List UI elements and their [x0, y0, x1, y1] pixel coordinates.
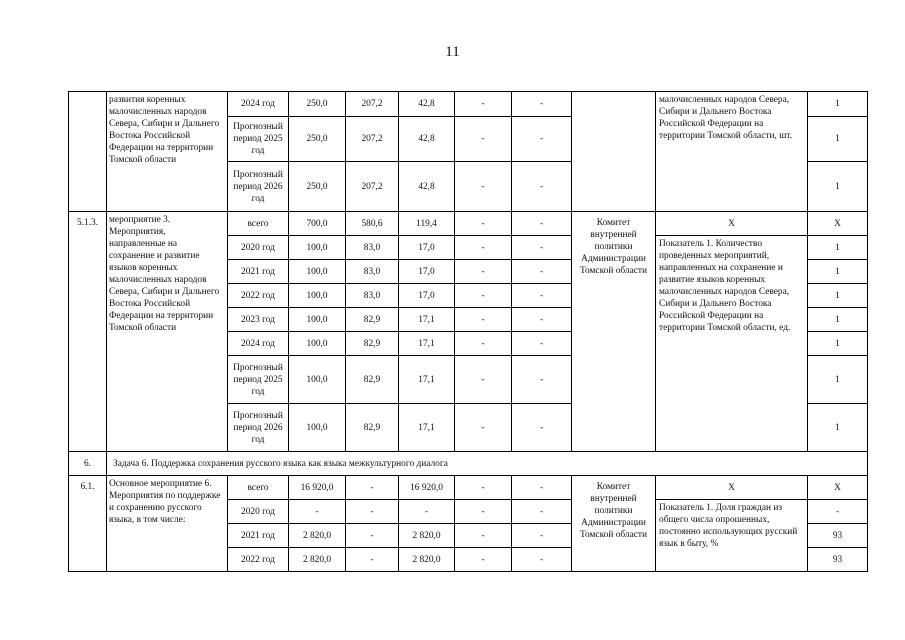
value-cell: 42,8 [399, 162, 455, 212]
period-cell: 2024 год [228, 92, 289, 117]
value-cell: - [455, 548, 512, 572]
total-cell: 2 820,0 [289, 524, 346, 548]
indicator-x: X [656, 212, 808, 236]
value-cell: - [512, 284, 572, 308]
value-cell: - [512, 548, 572, 572]
indicator-value: 1 [808, 260, 868, 284]
total-cell: 100,0 [289, 260, 346, 284]
row-number-cell [69, 92, 107, 212]
indicator-value: - [808, 500, 868, 524]
program-table [68, 91, 868, 572]
row-number: 6.1. [69, 476, 107, 572]
value-cell: 207,2 [346, 117, 399, 162]
indicator-text: Показатель 1. Количество проведенных мероприятий, направленных на сохранение и развитие языков коренных малочисленных народов Севера, Сибири и Дальнего Востока Российской Федерации на территории Томской области, ед. [656, 236, 808, 452]
value-cell: - [346, 524, 399, 548]
value-cell: - [455, 500, 512, 524]
period-cell: 2021 год [228, 260, 289, 284]
value-cell: 16 920,0 [399, 476, 455, 500]
value-cell: - [455, 476, 512, 500]
value-cell: 42,8 [399, 92, 455, 117]
period-cell: 2022 год [228, 284, 289, 308]
value-cell: 83,0 [346, 284, 399, 308]
period-cell: Прогнозный период 2026 год [228, 162, 289, 212]
value-cell: - [512, 308, 572, 332]
period-cell: Прогнозный период 2025 год [228, 356, 289, 404]
value-cell: - [346, 476, 399, 500]
indicator-value: 1 [808, 284, 868, 308]
value-cell: - [512, 332, 572, 356]
value-cell: - [455, 524, 512, 548]
indicator-x: X [656, 476, 808, 500]
value-cell: - [512, 236, 572, 260]
total-cell: 250,0 [289, 162, 346, 212]
indicator-value: 1 [808, 236, 868, 260]
total-cell: 100,0 [289, 236, 346, 260]
indicator-value: 1 [808, 356, 868, 404]
indicator-value: 1 [808, 404, 868, 452]
value-cell: 17,0 [399, 284, 455, 308]
value-cell: - [512, 404, 572, 452]
activity-name: Основное мероприятие 6. Мероприятия по поддержке и сохранению русского языка, в том числе: [107, 476, 228, 572]
executor: Комитет внутренней политики Администрации Томской области [572, 476, 656, 572]
total-cell: 100,0 [289, 308, 346, 332]
value-cell: 42,8 [399, 117, 455, 162]
indicator-value: 1 [808, 162, 868, 212]
total-cell: 250,0 [289, 92, 346, 117]
total-cell: 100,0 [289, 404, 346, 452]
page-number: 11 [445, 44, 460, 60]
value-cell: - [455, 162, 512, 212]
period-cell: 2022 год [228, 548, 289, 572]
value-cell: 17,1 [399, 404, 455, 452]
total-cell: 100,0 [289, 332, 346, 356]
period-cell: всего [228, 212, 289, 236]
value-cell: - [455, 308, 512, 332]
value-cell: 17,0 [399, 236, 455, 260]
value-cell: 83,0 [346, 236, 399, 260]
total-cell: 16 920,0 [289, 476, 346, 500]
total-cell: 100,0 [289, 284, 346, 308]
period-cell: 2021 год [228, 524, 289, 548]
value-cell: 83,0 [346, 260, 399, 284]
value-cell: - [512, 212, 572, 236]
period-cell: Прогнозный период 2026 год [228, 404, 289, 452]
executor: Комитет внутренней политики Администрации Томской области [572, 212, 656, 452]
value-cell: 82,9 [346, 356, 399, 404]
value-cell: 580,6 [346, 212, 399, 236]
value-cell: - [455, 284, 512, 308]
period-cell: Прогнозный период 2025 год [228, 117, 289, 162]
indicator-value: 1 [808, 332, 868, 356]
period-cell: всего [228, 476, 289, 500]
value-cell: 2 820,0 [399, 548, 455, 572]
value-cell: 82,9 [346, 332, 399, 356]
value-cell: 17,1 [399, 308, 455, 332]
value-cell: - [455, 92, 512, 117]
activity-name: развития коренных малочисленных народов Севера, Сибири и Дальнего Востока Российской Федерации на территории Томской области [107, 92, 228, 212]
indicator-value: X [808, 476, 868, 500]
total-cell: 700,0 [289, 212, 346, 236]
row-number: 5.1.3. [69, 212, 107, 452]
period-cell: 2020 год [228, 500, 289, 524]
value-cell: 17,1 [399, 356, 455, 404]
period-cell: 2024 год [228, 332, 289, 356]
total-cell: 2 820,0 [289, 548, 346, 572]
value-cell: - [512, 500, 572, 524]
value-cell: - [346, 548, 399, 572]
value-cell: - [512, 162, 572, 212]
value-cell: - [512, 356, 572, 404]
value-cell: - [455, 117, 512, 162]
value-cell: - [512, 92, 572, 117]
value-cell: 119,4 [399, 212, 455, 236]
task-number: 6. [69, 452, 107, 476]
value-cell: - [455, 236, 512, 260]
indicator-value: 1 [808, 308, 868, 332]
value-cell: - [512, 524, 572, 548]
period-cell: 2020 год [228, 236, 289, 260]
indicator-value: 1 [808, 117, 868, 162]
indicator-value: 93 [808, 524, 868, 548]
indicator-text: Показатель 1. Доля граждан из общего числа опрошенных, постоянно использующих русский язык в быту, % [656, 500, 808, 572]
value-cell: - [455, 212, 512, 236]
value-cell: 17,0 [399, 260, 455, 284]
value-cell: - [455, 404, 512, 452]
total-cell: 100,0 [289, 356, 346, 404]
total-cell: - [289, 500, 346, 524]
value-cell: - [455, 356, 512, 404]
table-row [69, 452, 868, 476]
value-cell: 207,2 [346, 162, 399, 212]
executor-cell [572, 92, 656, 212]
indicator-text: малочисленных народов Севера, Сибири и Дальнего Востока Российской Федерации на территории Томской области, шт. [656, 92, 808, 212]
table-row [69, 212, 868, 236]
indicator-value: 93 [808, 548, 868, 572]
value-cell: - [512, 260, 572, 284]
value-cell: - [512, 117, 572, 162]
period-cell: 2023 год [228, 308, 289, 332]
value-cell: 17,1 [399, 332, 455, 356]
indicator-value: X [808, 212, 868, 236]
value-cell: - [346, 500, 399, 524]
indicator-value: 1 [808, 92, 868, 117]
value-cell: 82,9 [346, 404, 399, 452]
value-cell: - [455, 260, 512, 284]
value-cell: 207,2 [346, 92, 399, 117]
activity-name: мероприятие 3. Мероприятия, направленные на сохранение и развитие языков коренных малочисленных народов Севера, Сибири и Дальнего Востока Российской Федерации на территории Томской области [107, 212, 228, 452]
total-cell: 250,0 [289, 117, 346, 162]
value-cell: 82,9 [346, 308, 399, 332]
task-title: Задача 6. Поддержка сохранения русского языка как языка межкультурного диалога [107, 452, 868, 476]
value-cell: - [399, 500, 455, 524]
value-cell: - [512, 476, 572, 500]
value-cell: 2 820,0 [399, 524, 455, 548]
table-row [69, 476, 868, 500]
value-cell: - [455, 332, 512, 356]
table-row [69, 92, 868, 117]
